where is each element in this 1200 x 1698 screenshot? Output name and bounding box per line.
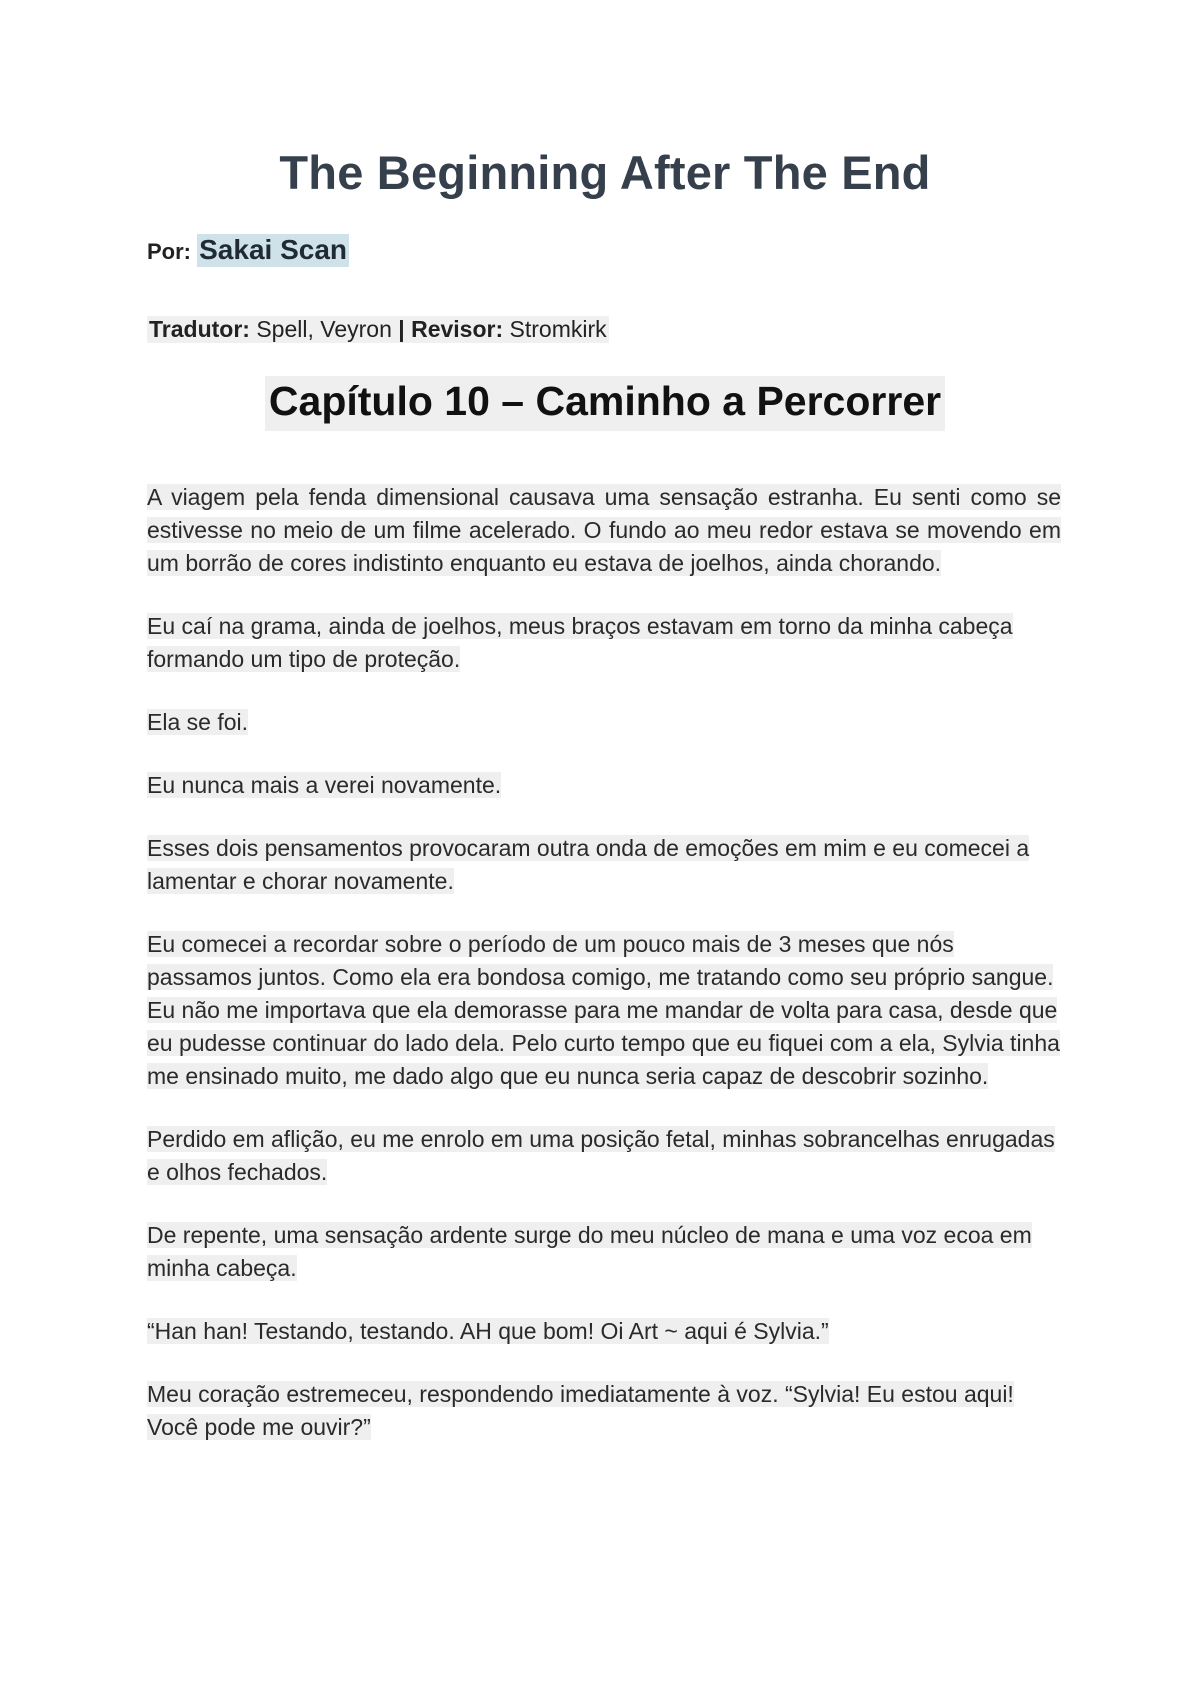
chapter-heading — [0, 376, 1200, 431]
paragraph: Perdido em aflição, eu me enrolo em uma posição fetal, minhas sobrancelhas enrugadas e olhos fechados. — [147, 1126, 1055, 1185]
paragraph: Esses dois pensamentos provocaram outra onda de emoções em mim e eu comecei a lamentar e chorar novamente. — [147, 835, 1030, 894]
reviewer-name: Stromkirk — [509, 316, 607, 342]
translator-label: Tradutor: — [149, 316, 250, 342]
paragraph: Eu nunca mais a verei novamente. — [147, 772, 502, 798]
reviewer-label: Revisor: — [411, 316, 504, 342]
translator-names: Spell, Veyron — [256, 316, 392, 342]
paragraph: Meu coração estremeceu, respondendo imediatamente à voz. “Sylvia! Eu estou aqui! Você pode me ouvir?” — [147, 1381, 1014, 1440]
paragraph: “Han han! Testando, testando. AH que bom! Oi Art ~ aqui é Sylvia.” — [147, 1318, 829, 1344]
credits-separator: | — [398, 316, 405, 342]
chapter-body — [147, 481, 1061, 1474]
paragraph: Eu caí na grama, ainda de joelhos, meus braços estavam em torno da minha cabeça formando um tipo de proteção. — [147, 613, 1013, 672]
chapter-title: Capítulo 10 – Caminho a Percorrer — [265, 376, 945, 431]
author-name: Sakai Scan — [199, 234, 347, 265]
author-line — [147, 234, 349, 266]
author-label: Por: — [147, 239, 191, 264]
paragraph: Eu comecei a recordar sobre o período de um pouco mais de 3 meses que nós passamos juntos. Como ela era bondosa comigo, me tratando como seu próprio sangue. Eu não me importava que ela demorasse para me mandar de volta para casa, desde que eu pudesse continuar do lado dela. Pelo curto tempo que eu fiquei com a ela, Sylvia tinha me ensinado muito, me dado algo que eu nunca seria capaz de descobrir sozinho. — [147, 931, 1060, 1089]
paragraph: De repente, uma sensação ardente surge do meu núcleo de mana e uma voz ecoa em minha cabeça. — [147, 1222, 1032, 1281]
credits-line — [147, 316, 609, 343]
paragraph: Ela se foi. — [147, 709, 248, 735]
document-title: The Beginning After The End — [279, 146, 931, 199]
paragraph: A viagem pela fenda dimensional causava uma sensação estranha. Eu senti como se estivesse no meio de um filme acelerado. O fundo ao meu redor estava se movendo em um borrão de cores indistinto enquanto eu estava de joelhos, ainda chorando. — [147, 484, 1061, 576]
